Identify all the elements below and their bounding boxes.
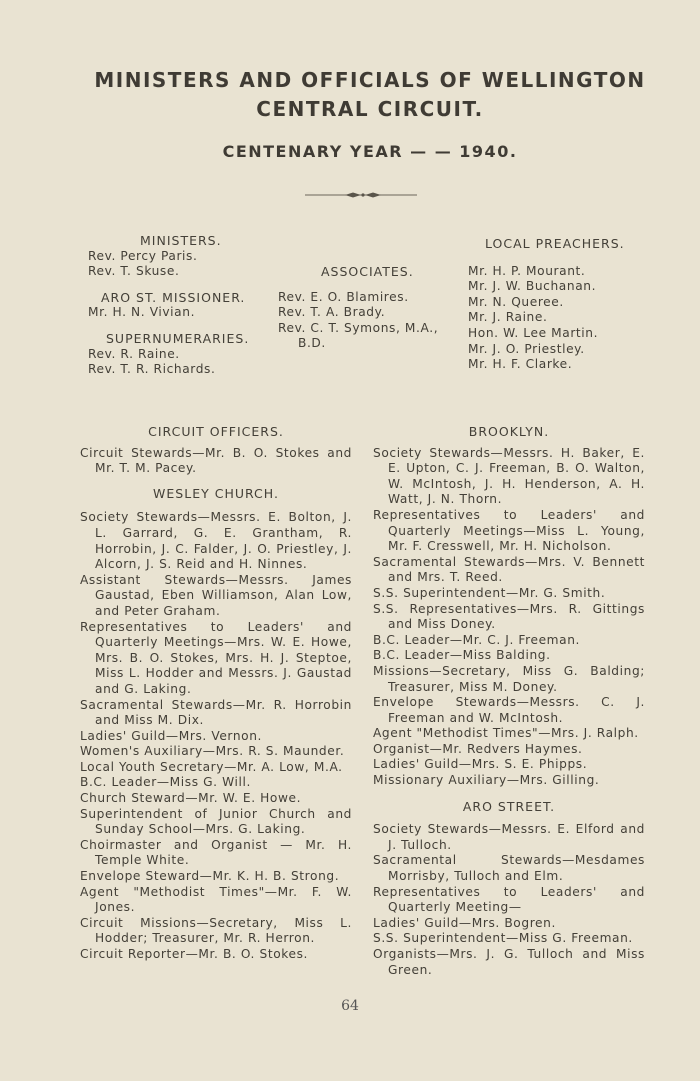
brooklyn-entry: Missionary Auxiliary—Mrs. Gilling.	[373, 773, 600, 788]
wesley-entry: Choirmaster and Organist — Mr. H. Temple White.	[80, 837, 352, 868]
aro-street-entry: Sacramental Stewards—Mesdames Morrisby, Tulloch and Elm.	[373, 853, 645, 884]
brooklyn-entry: Missions—Secretary, Miss G. Balding; Treasurer, Miss M. Doney.	[373, 663, 645, 694]
local-preachers-block	[468, 236, 648, 373]
wesley-entry: Agent "Methodist Times"—Mr. F. W. Jones.	[80, 884, 352, 915]
aro-street-entry: Society Stewards—Messrs. E. Elford and J. Tulloch.	[373, 822, 645, 852]
ornament-rule	[305, 190, 417, 200]
associate-name: Rev. C. T. Symons, M.A.,	[278, 320, 439, 335]
brooklyn-entry: B.C. Leader—Miss Balding.	[373, 648, 551, 663]
associate-name: B.D.	[298, 336, 326, 351]
brooklyn-entry: Ladies' Guild—Mrs. S. E. Phipps.	[373, 757, 588, 772]
wesley-entry: Society Stewards—Messrs. E. Bolton, J. L. Garrard, G. E. Grantham, R. Horrobin, J. C. Falder, J. O. Priestley, J. Alcorn, J. S. Reid and H. Ninnes.	[80, 510, 352, 572]
aro-street-entry: Ladies' Guild—Mrs. Bogren.	[373, 915, 556, 930]
wesley-entry: B.C. Leader—Miss G. Will.	[80, 775, 251, 790]
associate-name: Rev. E. O. Blamires.	[278, 289, 409, 304]
wesley-entry: Superintendent of Junior Church and Sunday School—Mrs. G. Laking.	[80, 806, 352, 837]
circuit-officers-heading: CIRCUIT OFFICERS.	[148, 424, 284, 439]
associate-name: Rev. T. A. Brady.	[278, 305, 386, 320]
brooklyn-heading: BROOKLYN.	[468, 424, 550, 439]
wesley-entry: Assistant Stewards—Messrs. James Gaustad, Eben Williamson, Alan Low, and Peter Graham.	[80, 572, 352, 618]
wesley-church-heading: WESLEY CHURCH.	[153, 485, 279, 501]
aro-street-heading: ARO STREET.	[462, 798, 556, 814]
minister-name: Rev. T. Skuse.	[88, 264, 180, 279]
preacher-name: Mr. H. F. Clarke.	[468, 357, 573, 372]
wesley-entry: Local Youth Secretary—Mr. A. Low, M.A.	[80, 759, 343, 774]
aro-missioner-heading: ARO ST. MISSIONER.	[101, 289, 246, 305]
local-preachers-heading: LOCAL PREACHERS.	[485, 236, 625, 251]
ministers-block	[88, 233, 273, 378]
associates-heading: ASSOCIATES.	[321, 264, 414, 279]
aro-street-entry: S.S. Superintendent—Miss G. Freeman.	[373, 931, 633, 946]
preacher-name: Mr. J. O. Priestley.	[468, 341, 585, 356]
brooklyn-entry: S.S. Representatives—Mrs. R. Gittings and Miss Doney.	[373, 601, 645, 632]
brooklyn-entry: S.S. Superintendent—Mr. G. Smith.	[373, 585, 606, 600]
ministers-heading: MINISTERS.	[140, 233, 222, 248]
brooklyn-entry: Society Stewards—Messrs. H. Baker, E. E. Upton, C. J. Freeman, B. O. Walton, W. McIntosh, J. H. Henderson, A. H. Watt, J. N. Thorn.	[373, 445, 645, 507]
wesley-entry: Circuit Missions—Secretary, Miss L. Hodder; Treasurer, Mr. R. Herron.	[80, 915, 352, 946]
circuit-officers-entry: Circuit Stewards—Mr. B. O. Stokes and Mr. T. M. Pacey.	[80, 445, 352, 476]
page-subtitle: CENTENARY YEAR — — 1940.	[222, 142, 518, 161]
brooklyn-entry: Sacramental Stewards—Mrs. V. Bennett and Mrs. T. Reed.	[373, 554, 645, 585]
wesley-entry: Church Steward—Mr. W. E. Howe.	[80, 791, 302, 806]
preacher-name: Mr. H. P. Mourant.	[468, 263, 586, 278]
brooklyn-entry: Representatives to Leaders' and Quarterly Meetings—Miss L. Young, Mr. F. Cresswell, Mr. H. Nicholson.	[373, 507, 645, 554]
associates-block	[278, 264, 468, 352]
preacher-name: Mr. J. Raine.	[468, 310, 548, 325]
brooklyn-entry: Organist—Mr. Redvers Haymes.	[373, 741, 583, 756]
aro-street-entry: Representatives to Leaders' and Quarterly Meeting—	[373, 884, 645, 915]
supernumerary-name: Rev. R. Raine.	[88, 346, 180, 361]
supernumeraries-heading: SUPERNUMERARIES.	[106, 330, 250, 346]
preacher-name: Mr. N. Queree.	[468, 294, 564, 309]
page-title: MINISTERS AND OFFICIALS OF WELLINGTON CENTRAL CIRCUIT.	[94, 68, 646, 121]
wesley-entry: Women's Auxiliary—Mrs. R. S. Maunder.	[80, 744, 345, 759]
preacher-name: Hon. W. Lee Martin.	[468, 325, 599, 340]
wesley-entry: Sacramental Stewards—Mr. R. Horrobin and Miss M. Dix.	[80, 697, 352, 728]
right-column	[373, 424, 645, 978]
brooklyn-entry: B.C. Leader—Mr. C. J. Freeman.	[373, 632, 581, 647]
brooklyn-entry: Envelope Stewards—Messrs. C. J. Freeman and W. McIntosh.	[373, 695, 645, 725]
wesley-entry: Ladies' Guild—Mrs. Vernon.	[80, 728, 263, 743]
minister-name: Rev. Percy Paris.	[88, 248, 198, 263]
wesley-entry: Circuit Reporter—Mr. B. O. Stokes.	[80, 947, 309, 961]
aro-missioner-name: Mr. H. N. Vivian.	[88, 305, 196, 320]
aro-street-entry: Organists—Mrs. J. G. Tulloch and Miss Green.	[373, 947, 645, 977]
brooklyn-entry: Agent "Methodist Times"—Mrs. J. Ralph.	[373, 726, 639, 741]
supernumerary-name: Rev. T. R. Richards.	[88, 362, 216, 377]
preacher-name: Mr. J. W. Buchanan.	[468, 279, 597, 294]
wesley-entry: Envelope Steward—Mr. K. H. B. Strong.	[80, 869, 340, 884]
page-number: 64	[341, 998, 359, 1014]
wesley-entry: Representatives to Leaders' and Quarterly Meetings—Mrs. W. E. Howe, Mrs. B. O. Stokes, Mrs. H. J. Steptoe, Miss L. Hodder and Messrs. J. Gaustad and G. Laking.	[80, 619, 352, 696]
left-column	[80, 424, 352, 963]
